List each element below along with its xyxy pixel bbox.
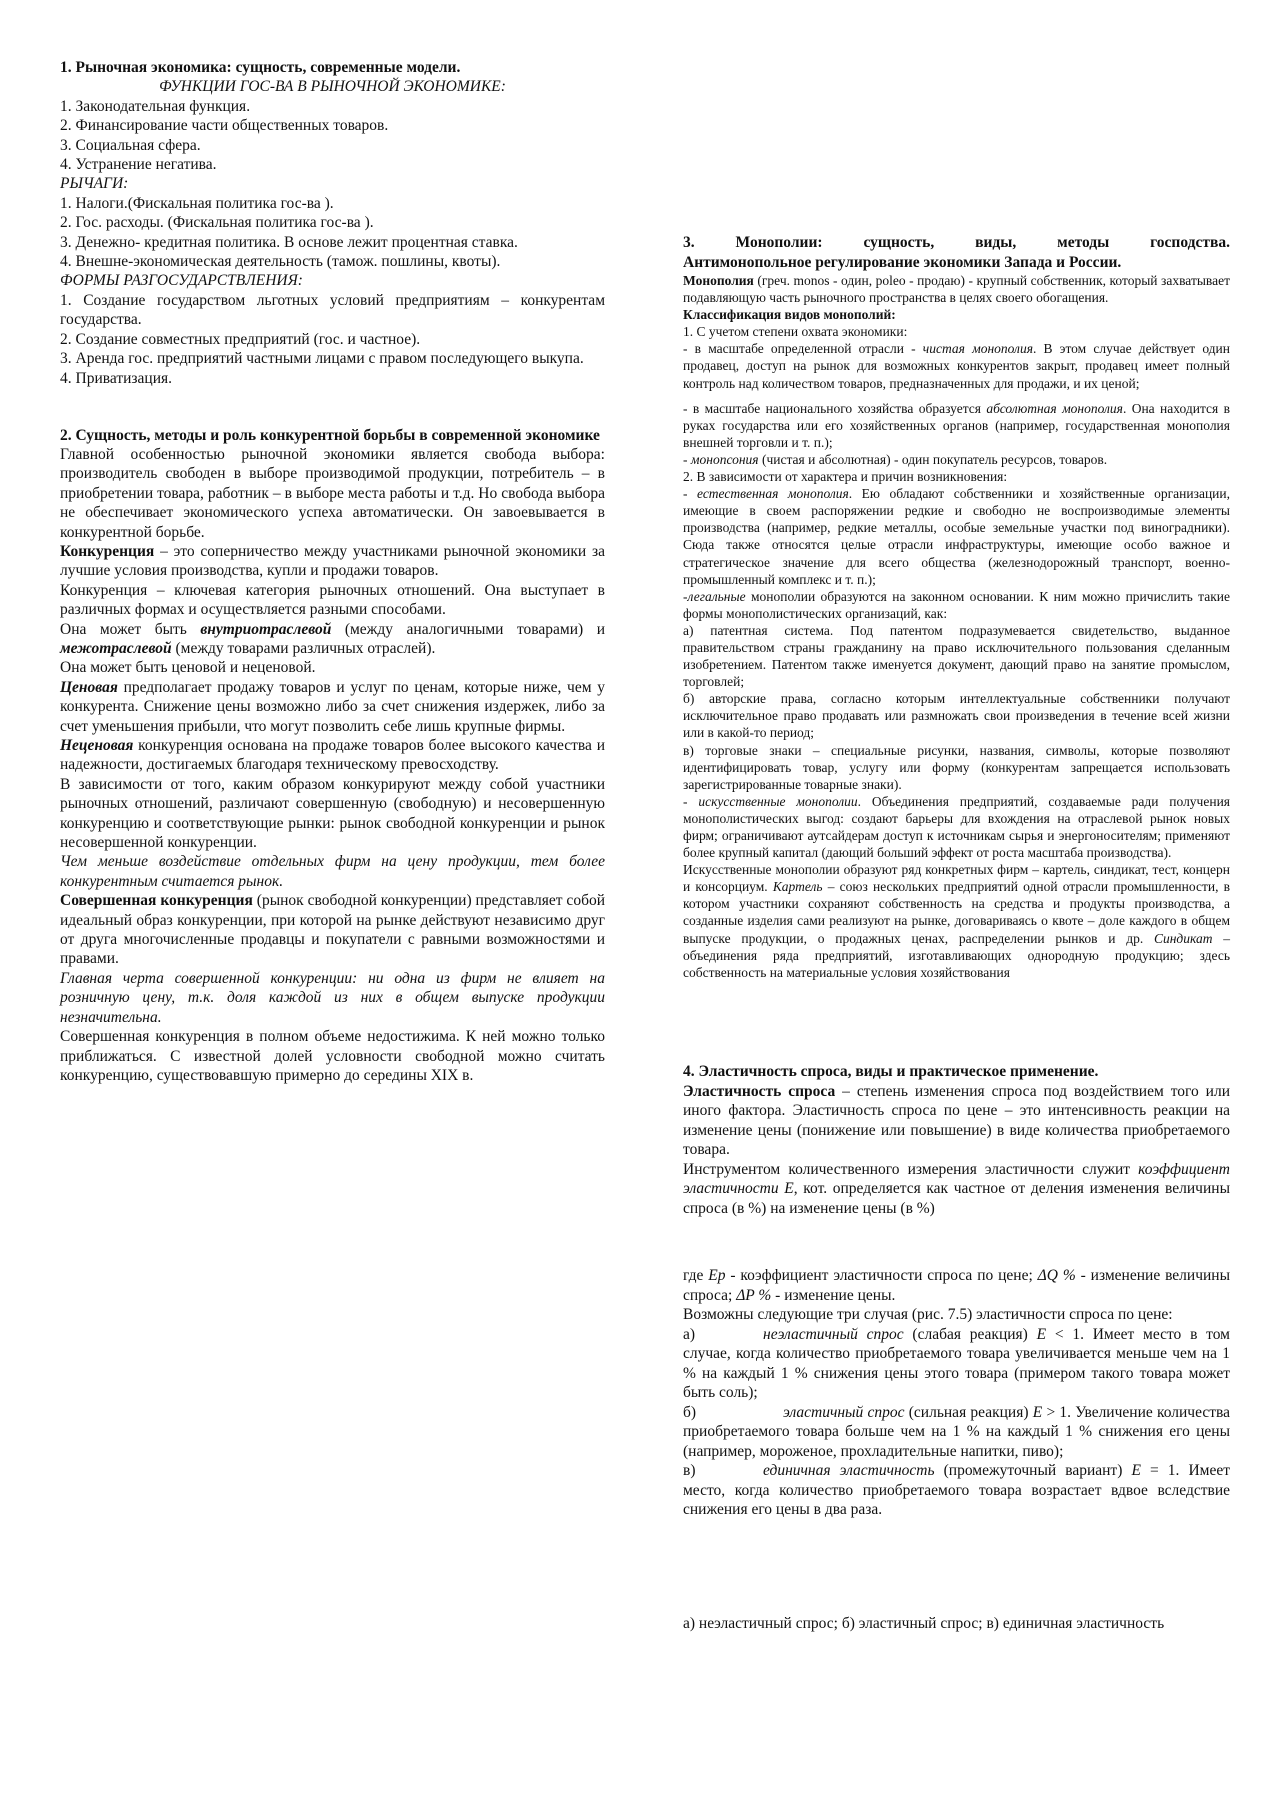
text: > 1. Увеличение количества приобретаемого товара больше чем на 1 % на каждый 1 % снижения его цены (например, мороженое, прохладительные напитки, пиво);	[683, 1403, 1230, 1460]
paragraph	[683, 793, 1230, 861]
paragraph	[60, 736, 605, 775]
figure-caption: а) неэластичный спрос; б) эластичный спрос; в) единичная эластичность	[683, 1615, 1165, 1632]
text: . Она находится в руках государства или его хозяйственных органов (например, государственная монополия внешней торговли и т. п.);	[683, 400, 1230, 450]
list-item: 3. Денежно- кредитная политика. В основе лежит процентная ставка.	[60, 233, 518, 251]
term: Неценовая	[60, 737, 134, 754]
list-item: 3. Аренда гос. предприятий частными лицами с правом последующего выкупа.	[60, 350, 584, 368]
symbol: E	[1131, 1462, 1141, 1479]
section-3-title: 3. Монополии: сущность, виды, методы господства.	[683, 234, 1230, 251]
term: ΔQ %	[1037, 1267, 1076, 1284]
paragraph	[683, 1160, 1230, 1219]
term: коэффициент эластичности E	[683, 1160, 1230, 1197]
paragraph	[683, 1266, 1230, 1305]
term: Синдикат	[1153, 930, 1213, 946]
text: – это соперничество между участниками рыночной экономики за лучшие условия производства, купли и продажи товаров.	[60, 542, 605, 580]
case-label: б)	[683, 1403, 697, 1421]
text: (между товарами различных отраслей).	[171, 639, 436, 657]
text: конкуренция основана на продаже товаров более высокого качества и надежности, достигаемых благодаря техническому превосходству.	[60, 737, 605, 774]
list-item: 4. Устранение негатива.	[60, 156, 217, 174]
term: - естественная монополия	[683, 486, 849, 502]
list-item: 2. Создание совместных предприятий (гос. и частное).	[60, 330, 421, 348]
section-4-title: 4. Эластичность спроса, виды и практическое применение.	[683, 1063, 1099, 1080]
term: эластичный спрос	[783, 1403, 905, 1421]
paragraph	[683, 861, 1230, 981]
paragraph: Возможны следующие три случая (рис. 7.5) эластичности спроса по цене:	[683, 1306, 1173, 1323]
text: = 1. Имеет место, когда количество приобретаемого товара возрастает вдвое вследствие снижения его цены в два раза.	[683, 1462, 1230, 1518]
text: . Объединения предприятий, создаваемые ради получения монополистических выгод: создают барьеры для вхождения на отраслевой рынок новых фирм; ограничивают аутсайдерам доступ к источникам сырья и энергоносителям; применяют более крупный капитал (дающий больший эффект от роста масштаба производства).	[683, 793, 1231, 861]
paragraph: Чем меньше воздействие отдельных фирм на цену продукции, тем более конкурентным считается рынок.	[60, 853, 605, 890]
term: Конкуренция	[60, 542, 155, 560]
text: - изменение величины спроса;	[683, 1267, 1231, 1304]
text: - изменение цены.	[771, 1286, 896, 1304]
functions-heading: ФУНКЦИИ ГОС-ВА В РЫНОЧНОЙ ЭКОНОМИКЕ:	[159, 78, 506, 96]
forms-heading: ФОРМЫ РАЗГОСУДАРСТВЛЕНИЯ:	[60, 272, 303, 290]
text: (между аналогичными товарами) и	[331, 620, 605, 638]
case-item	[683, 1461, 1230, 1520]
case-label: в)	[683, 1462, 696, 1479]
text: < 1. Имеет место в том случае, когда количество приобретаемого товара увеличивается меньше чем на 1 % на каждый 1 % снижения цены этого товара (примером такого товара может быть соль);	[683, 1325, 1230, 1401]
text: . Ею обладают собственники и хозяйственные организации, имеющие в своем распоряжении редкие и свободно не воспроизводимые элементы производства (например, редкие металлы, особые земельные участки под виноградники). Сюда также относятся целые отрасли инфраструктуры, имеющие особо важное и стратегическое значение для всего общества (железнодорожный транспорт, военно-промышленный комплекс и т. п.);	[683, 486, 1230, 587]
formula-placeholder	[683, 1218, 1230, 1266]
paragraph	[60, 620, 605, 659]
paragraph	[683, 485, 1230, 588]
symbol: E	[1036, 1325, 1047, 1343]
symbol: E	[1032, 1403, 1043, 1421]
term: чистая монополия	[922, 341, 1033, 357]
term: искусственные монополии	[698, 793, 858, 809]
term: неэластичный спрос	[763, 1325, 904, 1343]
paragraph: Главной особенностью рыночной экономики является свобода выбора: производитель свободен в выборе производимой продукции, потребитель – в приобретении товара, работник – в выборе места работы и т.д. Но свобода выбора не обеспечивает экономического успеха автоматически. Он завоевывается в конкурентной борьбе.	[60, 445, 605, 541]
text: , кот. определяется как частное от деления изменения величины спроса (в %) на изменение цены (в %)	[683, 1180, 1230, 1217]
paragraph	[683, 588, 1230, 622]
paragraph: Конкуренция – ключевая категория рыночных отношений. Она выступает в различных формах и осуществляется разными способами.	[60, 581, 605, 619]
term: межотраслевой	[60, 639, 172, 657]
list-item: 1. Создание государством льготных условий предприятиям – конкурентам государства.	[60, 291, 605, 329]
paragraph	[683, 1082, 1230, 1160]
term: Совершенная конкуренция	[60, 892, 253, 910]
list-item: 3. Социальная сфера.	[60, 136, 201, 154]
paragraph: 1. С учетом степени охвата экономики:	[683, 324, 908, 340]
paragraph: 2. В зависимости от характера и причин возникновения:	[683, 469, 1008, 485]
text: где	[683, 1267, 709, 1284]
text: (сильная реакция)	[904, 1403, 1033, 1421]
term: единичная эластичность	[763, 1462, 935, 1479]
list-item: 2. Финансирование части общественных товаров.	[60, 117, 389, 135]
list-item: в) торговые знаки – специальные рисунки, названия, символы, которые позволяют идентифицировать товар, услугу или форму (конкурентам запрещается использовать зарегистрированные товарные знаки).	[683, 742, 1230, 792]
paragraph: В зависимости от того, каким образом конкурируют между собой участники рыночных отношений, различают совершенную (свободную) и несовершенную конкуренцию и соответствующие рынки: рынок свободной конкуренции и рынок несовершенной конкуренции.	[60, 775, 605, 852]
term: ΔP %	[736, 1286, 772, 1304]
section-3-subtitle: Антимонопольное регулирование экономики Запада и России.	[683, 253, 1122, 271]
case-item	[683, 1325, 1230, 1403]
term: Картель	[772, 879, 823, 895]
list-item: 4. Внешне-экономическая деятельность (тамож. пошлины, квоты).	[60, 253, 501, 271]
levers-heading: РЫЧАГИ:	[60, 175, 129, 193]
paragraph: Она может быть ценовой и неценовой.	[60, 659, 316, 677]
case-label: а)	[683, 1325, 696, 1343]
list-item: 1. Законодательная функция.	[60, 97, 251, 115]
text: Инструментом количественного измерения эластичности служит	[683, 1160, 1139, 1178]
text: . В этом случае действует один продавец, доступ на рынок для возможных конкурентов закрыт, продавец имеет полный контроль над количеством товаров, предназначенных для продажи, и их ценой;	[683, 341, 1230, 391]
section-1-title: 1. Рыночная экономика: сущность, современные модели.	[60, 59, 461, 76]
text: -	[683, 793, 699, 809]
text: -	[683, 451, 691, 467]
list-item: 1. Налоги.(Фискальная политика гос-ва ).	[60, 194, 334, 212]
term: внутриотраслевой	[200, 620, 332, 638]
case-item	[683, 1403, 1230, 1462]
paragraph	[683, 400, 1230, 451]
text: – объединения ряда предприятий, изготавливающих однородную продукцию; здесь собственность на материальные условия хозяйствования	[683, 930, 1230, 980]
section-2-title: 2. Сущность, методы и роль конкурентной борьбы в современной экономике	[60, 426, 600, 444]
text: - в масштабе национального хозяйства образуется	[683, 400, 987, 416]
term: Ер	[708, 1267, 726, 1284]
text: (рынок свободной конкуренции) представляет собой идеальный образ конкуренции, при которой на рынке действуют независимо друг от друга многочисленные продавцы и покупатели с равными возможностями и правами.	[60, 892, 605, 968]
text: (промежуточный вариант)	[934, 1462, 1132, 1479]
section-3	[683, 233, 1230, 981]
text: Искусственные монополии образуют ряд конкретных фирм – картель, синдикат, тест, концерн и консорциум.	[683, 862, 1230, 895]
text: (слабая реакция)	[903, 1325, 1037, 1343]
section-4	[683, 1062, 1230, 1520]
term: абсолютная монополия	[986, 400, 1123, 416]
list-item: б) авторские права, согласно которым интеллектуальные собственники получают исключительное право продавать или размножать свои произведения в течение всей жизни или в какой-то период;	[683, 691, 1230, 741]
paragraph	[60, 891, 605, 969]
classification-heading: Классификация видов монополий:	[683, 307, 896, 323]
text: (чистая и абсолютная) - один покупатель ресурсов, товаров.	[758, 451, 1108, 467]
text: Она может быть	[60, 620, 201, 638]
term: -легальные	[683, 588, 746, 604]
term: монопсония	[690, 451, 759, 467]
text: (греч. monos - один, poleo - продаю) - крупный собственник, который захватывает подавляющую часть рыночного пространства в целях своего обогащения.	[683, 273, 1230, 306]
left-column	[60, 58, 605, 1085]
list-item: а) патентная система. Под патентом подразумевается свидетельство, выданное правительством страны гражданину на право исключительного пользования сделанным изобретением. Патентом также именуется документ, дающий право на занятие промыслом, торговлей;	[683, 622, 1230, 690]
list-item: 4. Приватизация.	[60, 369, 172, 387]
paragraph	[60, 542, 605, 581]
text: - в масштабе определенной отрасли -	[683, 341, 923, 357]
paragraph	[683, 340, 1230, 391]
term: Монополия	[683, 273, 754, 288]
text: предполагает продажу товаров и услуг по ценам, которые ниже, чем у конкурента. Снижение цены возможно либо за счет снижения издержек, либо за счет уменьшения прибыли, что могут позволить себе лишь крупные фирмы.	[60, 678, 605, 735]
list-item: 2. Гос. расходы. (Фискальная политика гос-ва ).	[60, 214, 374, 232]
text: – степень изменения спроса под воздействием того или иного фактора. Эластичность спроса по цене – это интенсивность реакции на изменение цены (понижение или повышение) в виде количества приобретаемого товара.	[683, 1082, 1230, 1158]
paragraph	[683, 272, 1230, 306]
paragraph: Главная черта совершенной конкуренции: ни одна из фирм не влияет на розничную цену, т.к. доля каждой из них в общем выпуске продукции незначительна.	[60, 969, 605, 1026]
text: монополии образуются на законном основании. К ним можно причислить такие формы монополистических организаций, как:	[683, 588, 1230, 621]
paragraph	[60, 678, 605, 736]
text: – союз нескольких предприятий одной отрасли промышленности, в котором участники сохраняют собственность на средства и продукты производства, а созданные изделия сами реализуют на рынке, договариваясь о квоте – доле каждого в общем выпуске продукции, о продажных ценах, распределении рынков и др.	[683, 879, 1230, 946]
paragraph: Совершенная конкуренция в полном объеме недостижима. К ней можно только приближаться. С известной долей условности свободной можно считать конкуренцию, существовавшую примерно до середины XIX в.	[60, 1028, 605, 1084]
term: Эластичность спроса	[683, 1082, 836, 1100]
paragraph	[683, 451, 1230, 468]
term: Ценовая	[60, 678, 118, 696]
text: - коэффициент эластичности спроса по цене;	[725, 1267, 1038, 1284]
